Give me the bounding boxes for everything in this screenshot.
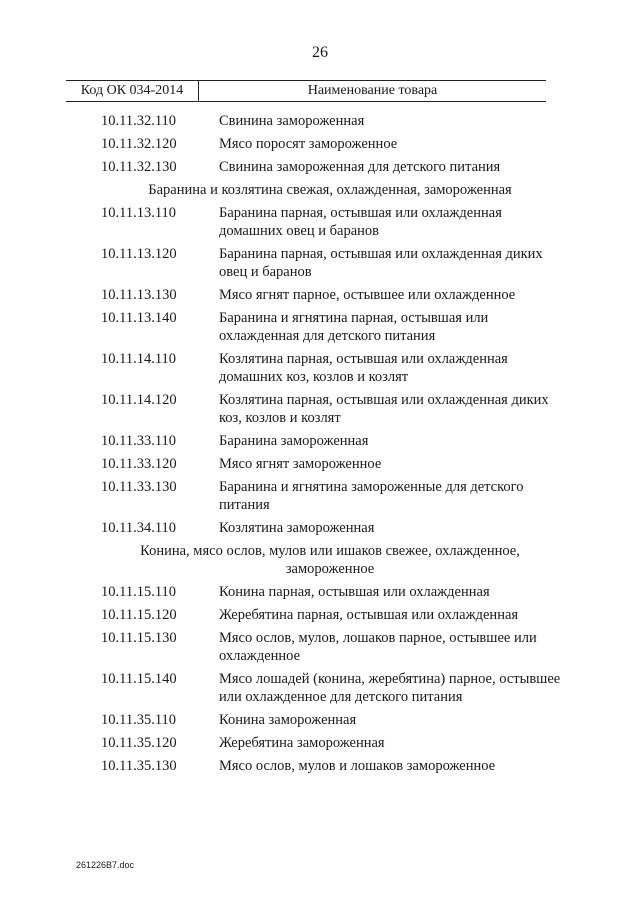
item-name: Баранина замороженная: [219, 433, 369, 449]
list-item: [0, 245, 640, 281]
item-code: 10.11.13.130: [101, 287, 177, 303]
item-name: Мясо ослов, мулов, лошаков парное, остывшее или охлажденное: [219, 630, 537, 664]
list-item: [0, 158, 640, 176]
list-item: [0, 432, 640, 450]
list-item: [0, 606, 640, 624]
list-item: [0, 135, 640, 153]
item-name: Баранина и ягнятина парная, остывшая или охлажденная для детского питания: [219, 310, 489, 344]
table-header: [66, 80, 546, 102]
item-code: 10.11.32.120: [101, 136, 177, 152]
item-code: 10.11.33.120: [101, 456, 177, 472]
section-heading: Баранина и козлятина свежая, охлажденная, замороженная: [148, 182, 512, 198]
item-code: 10.11.32.130: [101, 159, 177, 175]
product-list: [0, 112, 640, 780]
item-name: Козлятина парная, остывшая или охлажденная домашних коз, козлов и козлят: [219, 351, 508, 385]
list-item: [0, 583, 640, 601]
item-name: Козлятина замороженная: [219, 520, 375, 536]
item-name: Козлятина парная, остывшая или охлажденная диких коз, козлов и козлят: [219, 392, 549, 426]
item-name: Жеребятина парная, остывшая или охлажденная: [219, 607, 519, 623]
item-name: Мясо поросят замороженное: [219, 136, 398, 152]
item-name: Баранина парная, остывшая или охлажденная диких овец и баранов: [219, 246, 543, 280]
item-code: 10.11.14.110: [101, 351, 177, 367]
item-name: Баранина парная, остывшая или охлажденная домашних овец и баранов: [219, 205, 502, 239]
item-code: 10.11.15.140: [101, 671, 177, 687]
list-item: [0, 112, 640, 130]
item-name: Мясо ягнят парное, остывшее или охлажденное: [219, 287, 516, 303]
item-code: 10.11.33.130: [101, 479, 177, 495]
item-code: 10.11.34.110: [101, 520, 177, 536]
list-item: [0, 478, 640, 514]
list-item: [0, 391, 640, 427]
name-column-header: Наименование товара: [307, 83, 438, 98]
section-heading: Конина, мясо ослов, мулов или ишаков свежее, охлажденное, замороженное: [140, 543, 520, 577]
item-name: Свинина замороженная: [219, 113, 365, 129]
list-item: [0, 670, 640, 706]
list-item: [0, 286, 640, 304]
item-name: Конина замороженная: [219, 712, 357, 728]
item-name: Баранина и ягнятина замороженные для детского питания: [219, 479, 524, 513]
list-item: [0, 734, 640, 752]
item-code: 10.11.32.110: [101, 113, 177, 129]
list-item: [0, 711, 640, 729]
item-name: Жеребятина замороженная: [219, 735, 385, 751]
item-name: Свинина замороженная для детского питания: [219, 159, 501, 175]
item-code: 10.11.35.120: [101, 735, 177, 751]
list-item: [0, 757, 640, 775]
item-code: 10.11.15.130: [101, 630, 177, 646]
list-item: [0, 455, 640, 473]
item-code: 10.11.13.120: [101, 246, 177, 262]
list-item: [0, 204, 640, 240]
list-item: [0, 309, 640, 345]
item-code: 10.11.15.110: [101, 584, 177, 600]
item-code: 10.11.14.120: [101, 392, 177, 408]
item-code: 10.11.35.130: [101, 758, 177, 774]
footer-file-name: 261226B7.doc: [76, 860, 135, 870]
item-code: 10.11.35.110: [101, 712, 177, 728]
item-code: 10.11.13.140: [101, 310, 177, 326]
item-name: Конина парная, остывшая или охлажденная: [219, 584, 490, 600]
page-number: 26: [312, 44, 328, 61]
item-name: Мясо лошадей (конина, жеребятина) парное, остывшее или охлажденное для детского питания: [219, 671, 561, 705]
item-code: 10.11.15.120: [101, 607, 177, 623]
list-item: [0, 519, 640, 537]
code-column-header: Код ОК 034-2014: [66, 81, 199, 101]
list-item: [0, 350, 640, 386]
item-code: 10.11.33.110: [101, 433, 177, 449]
item-name: Мясо ягнят замороженное: [219, 456, 382, 472]
item-name: Мясо ослов, мулов и лошаков замороженное: [219, 758, 496, 774]
list-item: [0, 629, 640, 665]
item-code: 10.11.13.110: [101, 205, 177, 221]
